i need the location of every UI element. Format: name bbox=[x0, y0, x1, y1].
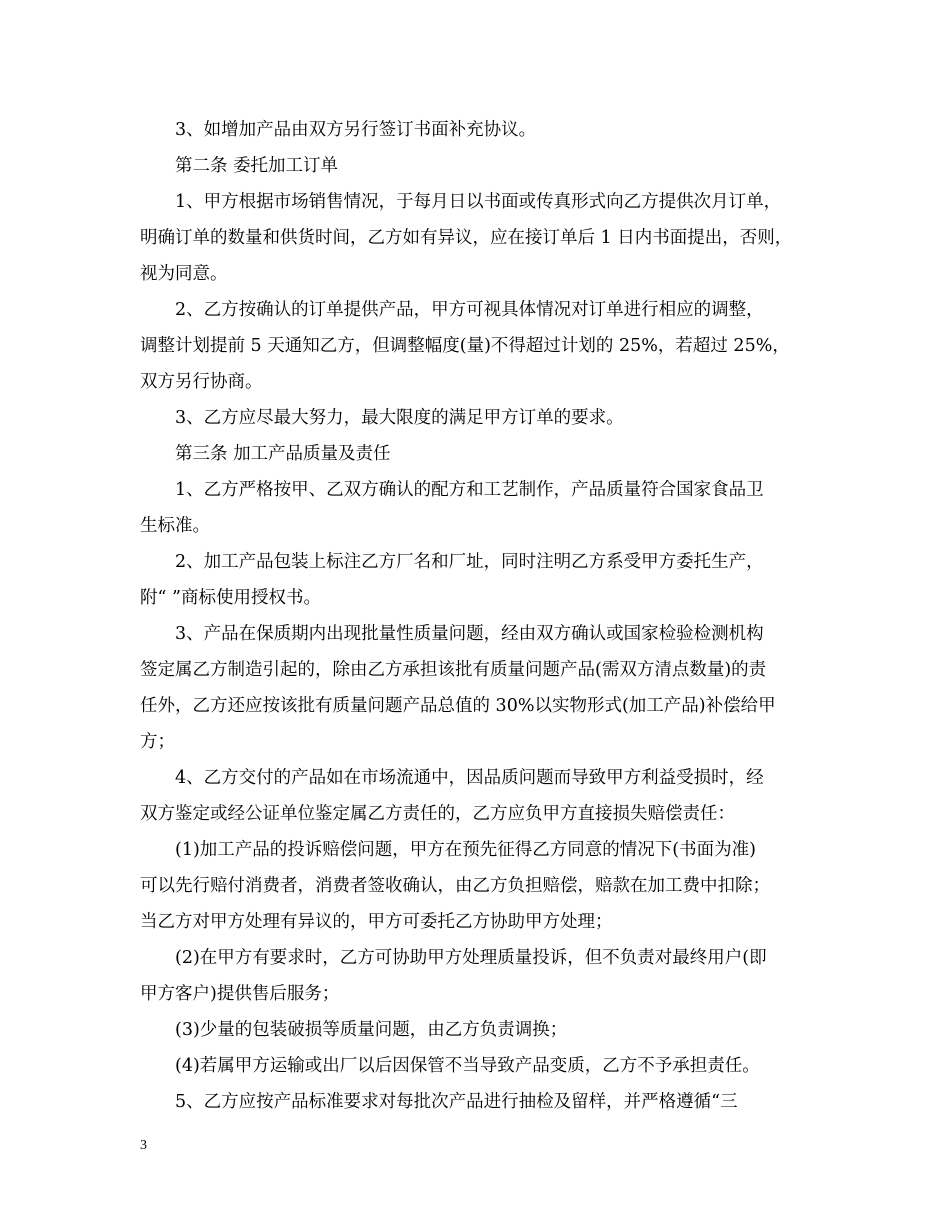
text-line: 附“ ”商标使用授权书。 bbox=[140, 588, 321, 608]
text-line: 明确订单的数量和供货时间，乙方如有异议，应在接订单后 1 日内书面提出，否则， bbox=[140, 228, 793, 248]
text-line: 2、乙方按确认的订单提供产品，甲方可视具体情况对订单进行相应的调整， bbox=[175, 300, 764, 320]
text-line: 生标准。 bbox=[140, 516, 210, 536]
text-line: 可以先行赔付消费者，消费者签收确认，由乙方负担赔偿，赔款在加工费中扣除； bbox=[140, 876, 770, 896]
text-line: 2、加工产品包装上标注乙方厂名和厂址，同时注明乙方系受甲方委托生产， bbox=[175, 552, 764, 572]
text-line: 双方鉴定或经公证单位鉴定属乙方责任的，乙方应负甲方直接损失赔偿责任： bbox=[140, 804, 735, 824]
text-line: 双方另行协商。 bbox=[140, 372, 263, 392]
text-line: 甲方客户)提供售后服务； bbox=[140, 984, 340, 1004]
text-line: 3、产品在保质期内出现批量性质量问题，经由双方确认或国家检验检测机构 bbox=[175, 624, 764, 644]
text-line: 当乙方对甲方处理有异议的，甲方可委托乙方协助甲方处理； bbox=[140, 912, 613, 932]
text-line: 5、乙方应按产品标准要求对每批次产品进行抽检及留样，并严格遵循“三 bbox=[175, 1092, 738, 1112]
text-line: 调整计划提前 5 天通知乙方，但调整幅度(量)不得超过计划的 25%，若超过 25%， bbox=[140, 336, 790, 356]
text-line: (2)在甲方有要求时，乙方可协助甲方处理质量投诉，但不负责对最终用户(即 bbox=[175, 948, 767, 968]
text-line: 签定属乙方制造引起的，除由乙方承担该批有质量问题产品(需双方清点数量)的责 bbox=[140, 660, 767, 680]
text-line: 视为同意。 bbox=[140, 264, 228, 284]
text-line: 3、乙方应尽最大努力，最大限度的满足甲方订单的要求。 bbox=[175, 408, 624, 428]
text-line: 任外，乙方还应按该批有质量问题产品总值的 30%以实物形式(加工产品)补偿给甲 bbox=[140, 696, 776, 716]
text-line: 1、乙方严格按甲、乙双方确认的配方和工艺制作，产品质量符合国家食品卫 bbox=[175, 480, 764, 500]
text-line: 3、如增加产品由双方另行签订书面补充协议。 bbox=[175, 120, 537, 140]
text-line: 1、甲方根据市场销售情况，于每月日以书面或传真形式向乙方提供次月订单， bbox=[175, 192, 782, 212]
section-heading: 第二条 委托加工订单 bbox=[175, 156, 339, 176]
text-line: (3)少量的包装破损等质量问题，由乙方负责调换； bbox=[175, 1020, 568, 1040]
section-heading: 第三条 加工产品质量及责任 bbox=[175, 444, 391, 464]
text-line: 4、乙方交付的产品如在市场流通中，因品质问题而导致甲方利益受损时，经 bbox=[175, 768, 764, 788]
text-line: 方； bbox=[140, 732, 175, 752]
text-line: (1)加工产品的投诉赔偿问题，甲方在预先征得乙方同意的情况下(书面为准) bbox=[175, 840, 756, 860]
text-line: (4)若属甲方运输或出厂以后因保管不当导致产品变质，乙方不予承担责任。 bbox=[175, 1056, 760, 1076]
page-number: 3 bbox=[140, 1138, 147, 1153]
